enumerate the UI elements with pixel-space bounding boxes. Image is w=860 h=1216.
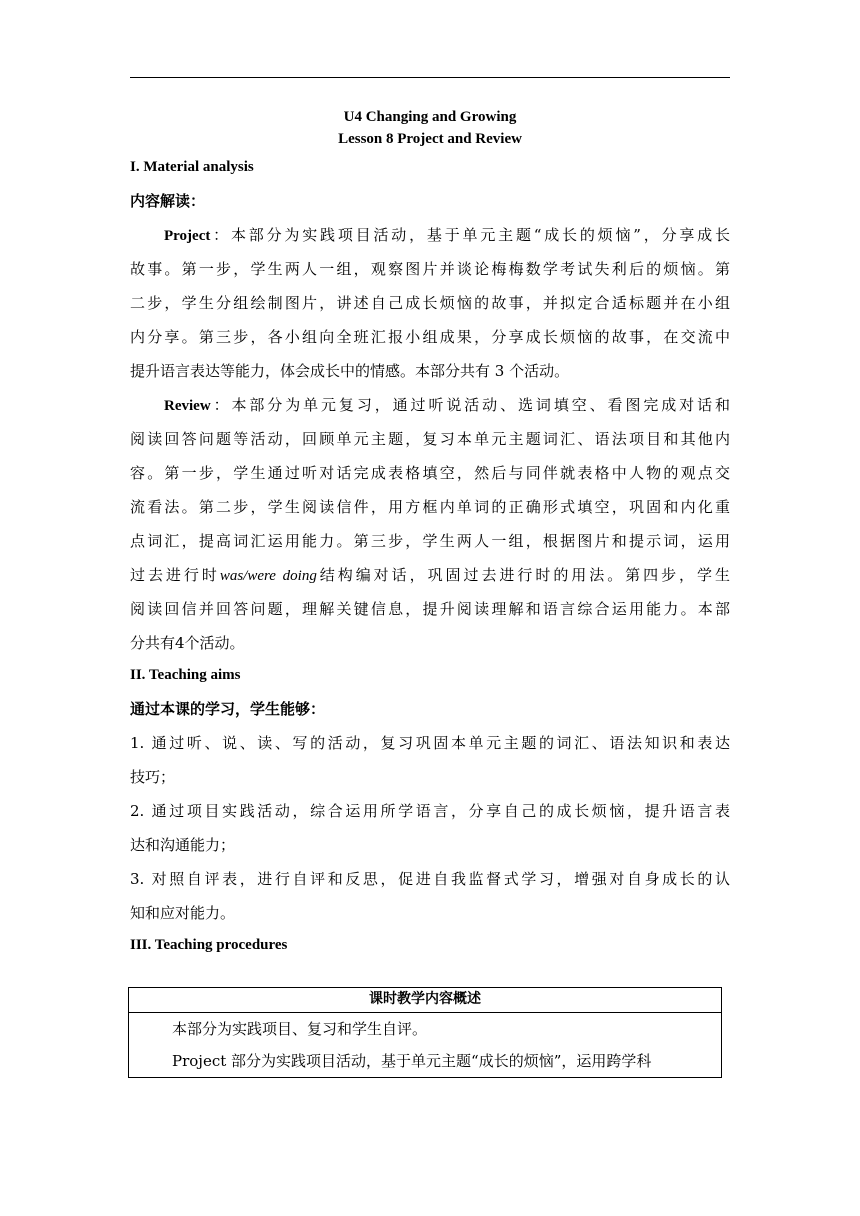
lesson-overview-table — [128, 987, 722, 1078]
section-heading-teaching-aims: II. Teaching aims — [130, 667, 241, 683]
review-paragraph-line: 容。第一步，学生通过听对话完成表格填空，然后与同伴就表格中人物的观点交 — [130, 464, 730, 482]
document-title: U4 Changing and Growing — [343, 109, 517, 125]
aim-item: 3. 对照自评表，进行自评和反思，促进自我监督式学习，增强对自身成长的认 — [130, 870, 730, 888]
review-paragraph-line: 分共有4个活动。 — [130, 634, 245, 652]
grammar-structure: was/were doing — [219, 568, 317, 584]
table-row: Project 部分为实践项目活动，基于单元主题“成长的烦恼”，运用跨学科 — [172, 1052, 652, 1070]
section-heading-material-analysis: I. Material analysis — [130, 159, 254, 175]
project-paragraph-line: Project：本部分为实践项目活动，基于单元主题“成长的烦恼”，分享成长 — [164, 226, 730, 244]
review-paragraph-line: Review：本部分为单元复习，通过听说活动、选词填空、看图完成对话和 — [164, 396, 730, 414]
project-paragraph-line: 二步，学生分组绘制图片，讲述自己成长烦恼的故事，并拟定合适标题并在小组 — [130, 294, 730, 312]
review-label: Review — [164, 398, 211, 414]
review-paragraph-line: 点词汇，提高词汇运用能力。第三步，学生两人一组，根据图片和提示词，运用 — [130, 532, 730, 550]
document-subtitle: Lesson 8 Project and Review — [338, 131, 522, 147]
aim-item: 2. 通过项目实践活动，综合运用所学语言，分享自己的成长烦恼，提升语言表 — [130, 802, 730, 820]
project-paragraph-line: 内分享。第三步，各小组向全班汇报小组成果，分享成长烦恼的故事，在交流中 — [130, 328, 730, 346]
project-label: Project — [164, 228, 211, 244]
review-paragraph-line: 阅读回答问题等活动，回顾单元主题，复习本单元主题词汇、语法项目和其他内 — [130, 430, 730, 448]
section-heading-teaching-procedures: III. Teaching procedures — [130, 937, 288, 953]
review-paragraph-line: 流看法。第二步，学生阅读信件，用方框内单词的正确形式填空，巩固和内化重 — [130, 498, 730, 516]
review-paragraph-line: 阅读回信并回答问题，理解关键信息，提升阅读理解和语言综合运用能力。本部 — [130, 600, 730, 618]
content-interpretation-heading: 内容解读： — [130, 192, 206, 210]
aim-item-continuation: 技巧； — [130, 768, 176, 786]
table-header: 课时教学内容概述 — [129, 988, 721, 1013]
aim-item-continuation: 达和沟通能力； — [130, 836, 236, 854]
header-rule — [130, 77, 730, 78]
aim-item: 1. 通过听、说、读、写的活动，复习巩固本单元主题的词汇、语法知识和表达 — [130, 734, 730, 752]
table-row: 本部分为实践项目、复习和学生自评。 — [172, 1020, 428, 1038]
review-paragraph-line: 过去进行时was/were doing结构编对话，巩固过去进行时的用法。第四步，学生 — [130, 566, 730, 584]
teaching-aims-intro: 通过本课的学习，学生能够： — [130, 700, 326, 718]
project-paragraph-line: 故事。第一步，学生两人一组，观察图片并谈论梅梅数学考试失利后的烦恼。第 — [130, 260, 730, 278]
project-paragraph-line: 提升语言表达等能力，体会成长中的情感。本部分共有 3 个活动。 — [130, 362, 570, 380]
aim-item-continuation: 知和应对能力。 — [130, 904, 236, 922]
